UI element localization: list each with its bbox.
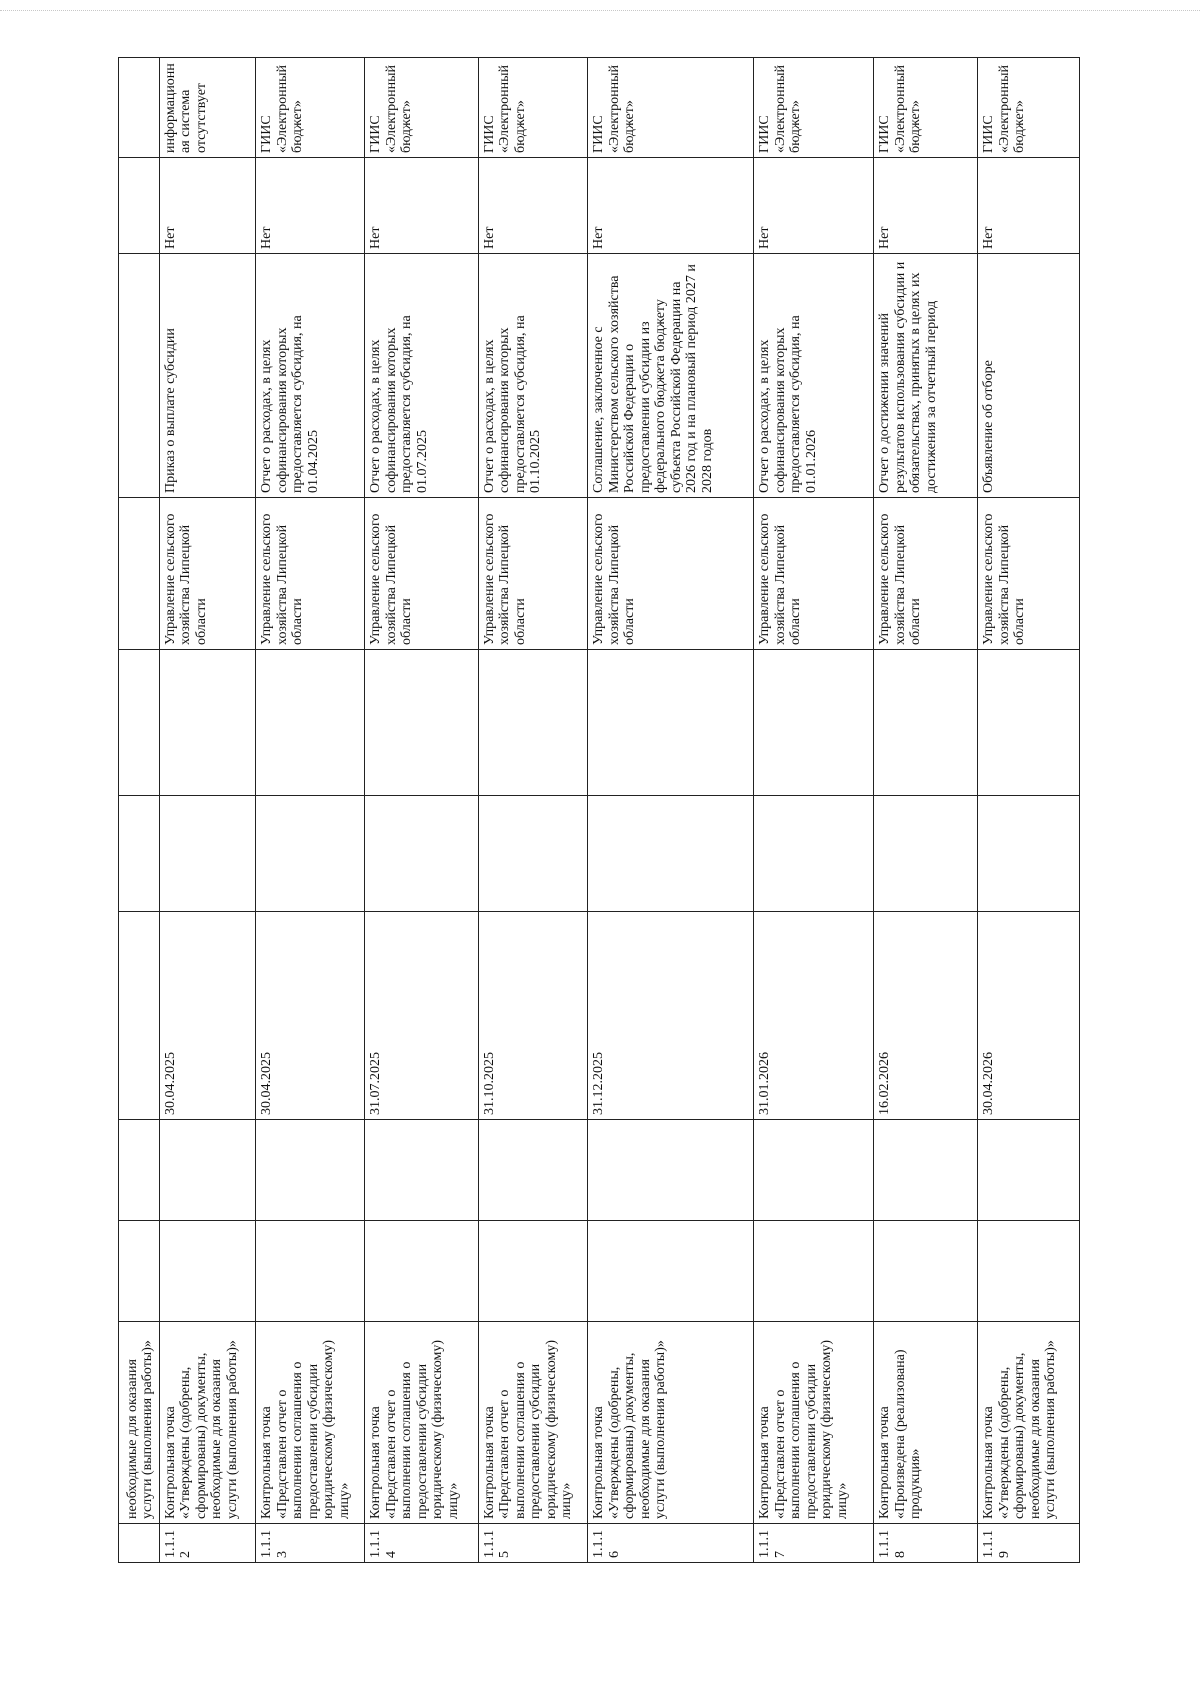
cell-empty — [119, 158, 160, 254]
table-row — [588, 58, 754, 1563]
cell-flag: Нет — [256, 158, 365, 254]
page-top-border — [0, 10, 1200, 11]
cell-date: 31.12.2025 — [588, 912, 754, 1120]
cell-empty — [119, 912, 160, 1120]
cell-empty — [256, 1120, 365, 1221]
table-row — [978, 58, 1080, 1563]
cell-empty — [119, 796, 160, 912]
cell-system: ГИИС «Электронный бюджет» — [588, 58, 754, 158]
table-row-header-continuation — [119, 58, 160, 1563]
cell-empty — [588, 1120, 754, 1221]
cell-system: ГИИС «Электронный бюджет» — [874, 58, 978, 158]
cell-flag: Нет — [754, 158, 874, 254]
cell-control-point: Контрольная точка «Представлен отчет о выполнении соглашения о предоставлении субсидии юридическому (физическому) лицу» — [365, 1322, 479, 1524]
cell-document: Отчет о расходах, в целях софинансирования которых предоставляется субсидия, на 01.10.2025 — [478, 254, 587, 498]
cell-empty — [874, 796, 978, 912]
cell-empty — [754, 1120, 874, 1221]
cell-empty — [874, 650, 978, 796]
cell-empty — [874, 1120, 978, 1221]
cell-system: информационная система отсутствует — [159, 58, 255, 158]
cell-empty — [978, 650, 1080, 796]
cell-num: 1.1.15 — [478, 1524, 587, 1563]
cell-flag: Нет — [588, 158, 754, 254]
cell-empty — [365, 650, 479, 796]
cell-num: 1.1.13 — [256, 1524, 365, 1563]
cell-empty — [874, 1221, 978, 1322]
cell-document: Отчет о расходах, в целях софинансирования которых предоставляется субсидия, на 01.01.2026 — [754, 254, 874, 498]
table-row — [256, 58, 365, 1563]
cell-responsible: Управление сельского хозяйства Липецкой области — [588, 498, 754, 650]
cell-control-point: Контрольная точка «Представлен отчет о выполнении соглашения о предоставлении субсидии юридическому (физическому) лицу» — [754, 1322, 874, 1524]
cell-num: 1.1.19 — [978, 1524, 1080, 1563]
cell-empty — [119, 1221, 160, 1322]
cell-empty — [478, 1221, 587, 1322]
table-row — [365, 58, 479, 1563]
cell-empty — [256, 650, 365, 796]
cell-empty — [119, 58, 160, 158]
cell-responsible: Управление сельского хозяйства Липецкой области — [478, 498, 587, 650]
cell-empty — [365, 796, 479, 912]
cell-control-point: Контрольная точка «Утверждены (одобрены, сформированы) документы, необходимые для оказания услуги (выполнения работы)» — [978, 1322, 1080, 1524]
cell-system: ГИИС «Электронный бюджет» — [256, 58, 365, 158]
cell-num: 1.1.18 — [874, 1524, 978, 1563]
cell-empty — [159, 1120, 255, 1221]
cell-empty — [159, 796, 255, 912]
cell-num: 1.1.16 — [588, 1524, 754, 1563]
cell-num: 1.1.17 — [754, 1524, 874, 1563]
cell-control-point: Контрольная точка «Представлен отчет о выполнении соглашения о предоставлении субсидии юридическому (физическому) лицу» — [478, 1322, 587, 1524]
cell-control-point: Контрольная точка «Утверждены (одобрены, сформированы) документы, необходимые для оказания услуги (выполнения работы)» — [588, 1322, 754, 1524]
cell-empty — [119, 1120, 160, 1221]
cell-num — [119, 1524, 160, 1563]
cell-flag: Нет — [874, 158, 978, 254]
cell-empty — [588, 1221, 754, 1322]
cell-system: ГИИС «Электронный бюджет» — [365, 58, 479, 158]
cell-date: 16.02.2026 — [874, 912, 978, 1120]
cell-num: 1.1.12 — [159, 1524, 255, 1563]
table-row — [159, 58, 255, 1563]
cell-empty — [256, 796, 365, 912]
cell-date: 30.04.2026 — [978, 912, 1080, 1120]
table-row — [754, 58, 874, 1563]
cell-control-point: Контрольная точка «Произведена (реализована) продукция» — [874, 1322, 978, 1524]
cell-date: 30.04.2025 — [159, 912, 255, 1120]
control-points-table — [118, 57, 1080, 1563]
cell-flag: Нет — [978, 158, 1080, 254]
cell-flag: Нет — [159, 158, 255, 254]
cell-empty — [119, 650, 160, 796]
cell-empty — [119, 254, 160, 498]
cell-system: ГИИС «Электронный бюджет» — [478, 58, 587, 158]
table-row — [478, 58, 587, 1563]
cell-document: Отчет о расходах, в целях софинансирования которых предоставляется субсидия, на 01.04.2025 — [256, 254, 365, 498]
cell-empty — [754, 796, 874, 912]
table-row — [874, 58, 978, 1563]
cell-document: Соглашение, заключенное с Министерством сельского хозяйства Российской Федерации о предоставлении субсидии из федерального бюджета бюджету субъекта Российской Федерации на 2026 год и на плановый период 2027 и 2028 годов — [588, 254, 754, 498]
cell-responsible: Управление сельского хозяйства Липецкой области — [978, 498, 1080, 650]
cell-empty — [365, 1221, 479, 1322]
cell-empty — [588, 650, 754, 796]
cell-date: 31.07.2025 — [365, 912, 479, 1120]
cell-empty — [978, 796, 1080, 912]
cell-empty — [365, 1120, 479, 1221]
cell-flag: Нет — [478, 158, 587, 254]
cell-num: 1.1.14 — [365, 1524, 479, 1563]
cell-system: ГИИС «Электронный бюджет» — [978, 58, 1080, 158]
cell-responsible: Управление сельского хозяйства Липецкой области — [365, 498, 479, 650]
cell-empty — [159, 1221, 255, 1322]
cell-control-point: Контрольная точка «Представлен отчет о выполнении соглашения о предоставлении субсидии юридическому (физическому) лицу» — [256, 1322, 365, 1524]
cell-empty — [159, 650, 255, 796]
cell-document: Приказ о выплате субсидии — [159, 254, 255, 498]
cell-responsible: Управление сельского хозяйства Липецкой области — [159, 498, 255, 650]
cell-responsible: Управление сельского хозяйства Липецкой области — [754, 498, 874, 650]
cell-date: 31.10.2025 — [478, 912, 587, 1120]
cell-empty — [978, 1221, 1080, 1322]
cell-empty — [754, 1221, 874, 1322]
cell-date: 31.01.2026 — [754, 912, 874, 1120]
cell-system: ГИИС «Электронный бюджет» — [754, 58, 874, 158]
cell-flag: Нет — [365, 158, 479, 254]
cell-empty — [119, 498, 160, 650]
cell-empty — [588, 796, 754, 912]
cell-empty — [978, 1120, 1080, 1221]
cell-control-point: необходимые для оказания услуги (выполнения работы)» — [119, 1322, 160, 1524]
cell-responsible: Управление сельского хозяйства Липецкой области — [874, 498, 978, 650]
cell-empty — [478, 796, 587, 912]
cell-document: Объявление об отборе — [978, 254, 1080, 498]
cell-empty — [256, 1221, 365, 1322]
rotated-page-content — [118, 58, 1080, 1563]
cell-empty — [478, 1120, 587, 1221]
cell-empty — [478, 650, 587, 796]
cell-control-point: Контрольная точка «Утверждены (одобрены, сформированы) документы, необходимые для оказания услуги (выполнения работы)» — [159, 1322, 255, 1524]
cell-document: Отчет о расходах, в целях софинансирования которых предоставляется субсидия, на 01.07.2025 — [365, 254, 479, 498]
cell-date: 30.04.2025 — [256, 912, 365, 1120]
cell-empty — [754, 650, 874, 796]
cell-responsible: Управление сельского хозяйства Липецкой области — [256, 498, 365, 650]
cell-document: Отчет о достижении значений результатов использования субсидии и обязательствах, принятых в целях их достижения за отчетный период — [874, 254, 978, 498]
